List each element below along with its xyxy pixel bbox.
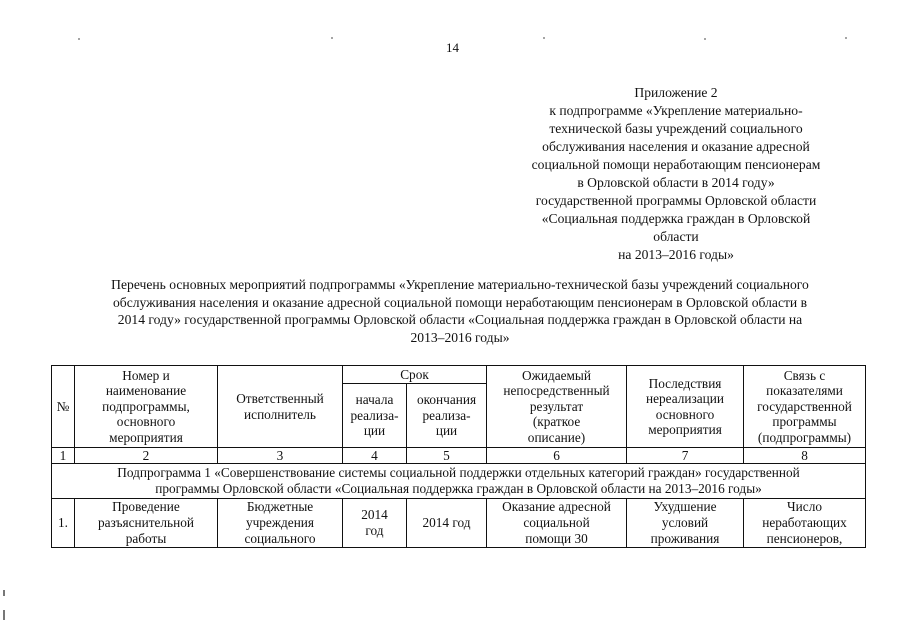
appendix-line: государственной программы Орловской области <box>535 193 817 208</box>
header-name: Номер и наименование подпрограммы, основного мероприятия <box>75 366 218 448</box>
row-result: Оказание адресной социальной помощи 30 <box>487 499 627 548</box>
row-name: Проведение разъяснительной работы <box>75 499 218 548</box>
page-number: 14 <box>446 40 459 55</box>
row-end: 2014 год <box>407 499 487 548</box>
subprogram-row: Подпрограмма 1 «Совершенствование системы социальной поддержки отдельных категорий граждан» государственной программы Орловской области «Социальная поддержка граждан в Орловской области на 2013–2016 годы» <box>52 464 866 499</box>
scan-speck <box>845 37 847 39</box>
list-title-line: Перечень основных мероприятий подпрограммы «Укрепление материально-технической базы учреждений социального <box>111 277 809 292</box>
scan-speck <box>78 38 80 40</box>
row-no: 1. <box>52 499 75 548</box>
column-number: 1 <box>52 448 75 464</box>
column-number: 3 <box>218 448 343 464</box>
scan-speck <box>704 38 706 40</box>
row-link: Число неработающих пенсионеров, <box>744 499 866 548</box>
header-executor: Ответственный исполнитель <box>218 366 343 448</box>
header-term: Срок <box>343 366 487 384</box>
scan-speck <box>543 37 545 39</box>
header-no: № <box>52 366 75 448</box>
header-result: Ожидаемый непосредственный результат (краткое описание) <box>487 366 627 448</box>
column-number: 8 <box>744 448 866 464</box>
appendix-line: области <box>653 229 699 244</box>
list-title-line: 2014 году» государственной программы Орловской области «Социальная поддержка граждан в Орловской области на <box>117 312 803 327</box>
appendix-line: «Социальная поддержка граждан в Орловской <box>541 211 811 226</box>
table-row <box>52 499 866 548</box>
header-consequences: Последствия нереализации основного мероприятия <box>627 366 744 448</box>
events-table <box>51 365 866 548</box>
appendix-line: обслуживания населения и оказание адресной <box>542 139 810 154</box>
appendix-line: технической базы учреждений социального <box>549 121 803 136</box>
column-number: 4 <box>343 448 407 464</box>
header-start: начала реализа- ции <box>343 384 407 448</box>
appendix-line: социальной помощи неработающим пенсионерам <box>531 157 821 172</box>
scan-edge-mark <box>3 590 5 596</box>
header-link: Связь с показателями государственной программы (подпрограммы) <box>744 366 866 448</box>
row-consequences: Ухудшение условий проживания <box>627 499 744 548</box>
appendix-line: в Орловской области в 2014 году» <box>577 175 775 190</box>
column-number: 6 <box>487 448 627 464</box>
row-start: 2014 год <box>343 499 407 548</box>
appendix-line: Приложение 2 <box>634 85 718 100</box>
list-title-line: 2013–2016 годы» <box>410 329 510 345</box>
scan-edge-mark <box>3 610 5 620</box>
column-number: 5 <box>407 448 487 464</box>
list-title <box>56 276 864 346</box>
scan-speck <box>331 37 333 39</box>
column-number: 2 <box>75 448 218 464</box>
appendix-line: к подпрограмме «Укрепление материально- <box>549 103 803 118</box>
column-numbers-row <box>52 448 866 464</box>
appendix-line: на 2013–2016 годы» <box>618 247 734 262</box>
header-end: окончания реализа- ции <box>407 384 487 448</box>
list-title-line: обслуживания населения и оказание адресной социальной помощи неработающим пенсионерам в Орловской области в <box>112 294 808 310</box>
row-executor: Бюджетные учреждения социального <box>218 499 343 548</box>
appendix-header <box>500 84 852 264</box>
column-number: 7 <box>627 448 744 464</box>
